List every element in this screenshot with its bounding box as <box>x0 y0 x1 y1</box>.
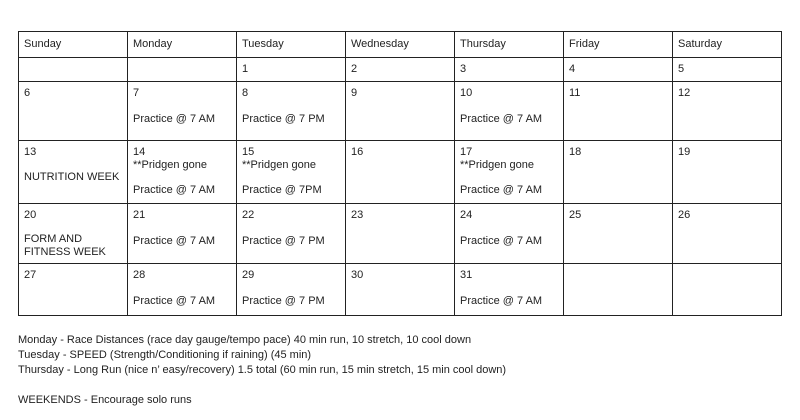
day-cell <box>346 58 455 82</box>
day-number: 30 <box>351 269 364 281</box>
week-row <box>19 58 782 82</box>
day-number: 9 <box>351 87 358 99</box>
day-number: 21 <box>133 209 146 221</box>
day-cell <box>673 82 782 141</box>
day-cell <box>19 82 128 141</box>
header-thursday: Thursday <box>455 32 564 58</box>
week-row <box>19 204 782 264</box>
day-cell <box>19 264 128 316</box>
weekday-header-row <box>19 32 782 58</box>
day-cell-empty <box>128 58 237 82</box>
day-cell <box>346 141 455 204</box>
day-cell <box>564 204 673 264</box>
practice-event: Practice @ 7 AM <box>133 184 216 196</box>
thursday-note: Thursday - Long Run (nice n’ easy/recovery) 1.5 total (60 min run, 15 min stretch, 15 min cool down) <box>18 364 507 376</box>
header-wednesday: Wednesday <box>346 32 455 58</box>
day-number: 15 <box>242 146 255 158</box>
header-sunday: Sunday <box>19 32 128 58</box>
practice-event: Practice @ 7 AM <box>460 295 543 307</box>
day-number: 5 <box>678 63 685 75</box>
coach-note: **Pridgen gone <box>133 159 208 171</box>
day-number: 28 <box>133 269 146 281</box>
day-number: 29 <box>242 269 255 281</box>
day-number: 2 <box>351 63 358 75</box>
day-number: 13 <box>24 146 37 158</box>
day-cell-empty <box>673 264 782 316</box>
day-cell <box>455 204 564 264</box>
practice-event: Practice @ 7 AM <box>460 235 543 247</box>
day-number: 20 <box>24 209 37 221</box>
week-row <box>19 141 782 204</box>
day-number: 19 <box>678 146 691 158</box>
practice-event: Practice @ 7 AM <box>133 295 216 307</box>
schedule-notes <box>18 333 506 408</box>
day-cell-empty <box>564 264 673 316</box>
day-cell <box>237 58 346 82</box>
practice-event: Practice @ 7 PM <box>242 295 325 307</box>
day-number: 17 <box>460 146 473 158</box>
day-cell <box>237 264 346 316</box>
practice-event: Practice @ 7 AM <box>133 113 216 125</box>
day-cell <box>128 264 237 316</box>
day-cell <box>673 58 782 82</box>
day-cell <box>564 82 673 141</box>
day-number: 22 <box>242 209 255 221</box>
practice-event: Practice @ 7 PM <box>242 113 325 125</box>
day-number: 3 <box>460 63 467 75</box>
practice-event: Practice @ 7 AM <box>460 184 543 196</box>
day-cell <box>128 82 237 141</box>
header-saturday: Saturday <box>673 32 782 58</box>
day-number: 26 <box>678 209 691 221</box>
day-number: 31 <box>460 269 473 281</box>
day-cell <box>455 141 564 204</box>
header-monday: Monday <box>128 32 237 58</box>
day-cell <box>346 264 455 316</box>
day-cell <box>673 141 782 204</box>
day-cell <box>128 141 237 204</box>
day-cell <box>19 204 128 264</box>
day-cell <box>237 82 346 141</box>
day-cell <box>128 204 237 264</box>
day-cell <box>564 141 673 204</box>
week-row <box>19 82 782 141</box>
day-number: 7 <box>133 87 140 99</box>
day-cell <box>455 58 564 82</box>
day-cell <box>19 141 128 204</box>
day-cell <box>237 204 346 264</box>
practice-event: Practice @ 7 AM <box>133 235 216 247</box>
day-number: 1 <box>242 63 249 75</box>
day-cell <box>346 204 455 264</box>
tuesday-note: Tuesday - SPEED (Strength/Conditioning if raining) (45 min) <box>18 349 312 361</box>
day-cell <box>564 58 673 82</box>
day-number: 8 <box>242 87 249 99</box>
calendar-table <box>18 31 782 316</box>
week-theme-note: FORM AND FITNESS WEEK <box>24 233 106 258</box>
monday-note: Monday - Race Distances (race day gauge/tempo pace) 40 min run, 10 stretch, 10 cool down <box>18 334 472 346</box>
weekends-note: WEEKENDS - Encourage solo runs <box>18 394 192 406</box>
day-cell-empty <box>19 58 128 82</box>
practice-event: Practice @ 7PM <box>242 184 322 196</box>
header-tuesday: Tuesday <box>237 32 346 58</box>
day-number: 11 <box>569 87 581 99</box>
day-number: 24 <box>460 209 473 221</box>
day-cell <box>455 82 564 141</box>
practice-event: Practice @ 7 PM <box>242 235 325 247</box>
day-number: 10 <box>460 87 473 99</box>
day-number: 14 <box>133 146 146 158</box>
day-number: 23 <box>351 209 364 221</box>
day-cell <box>237 141 346 204</box>
day-cell <box>455 264 564 316</box>
day-number: 16 <box>351 146 364 158</box>
week-row <box>19 264 782 316</box>
day-cell <box>346 82 455 141</box>
day-cell <box>673 204 782 264</box>
day-number: 12 <box>678 87 691 99</box>
coach-note: **Pridgen gone <box>460 159 535 171</box>
week-theme-note: NUTRITION WEEK <box>24 171 120 183</box>
coach-note: **Pridgen gone <box>242 159 317 171</box>
day-number: 18 <box>569 146 582 158</box>
day-number: 6 <box>24 87 31 99</box>
day-number: 25 <box>569 209 582 221</box>
day-number: 4 <box>569 63 576 75</box>
day-number: 27 <box>24 269 37 281</box>
practice-event: Practice @ 7 AM <box>460 113 543 125</box>
header-friday: Friday <box>564 32 673 58</box>
